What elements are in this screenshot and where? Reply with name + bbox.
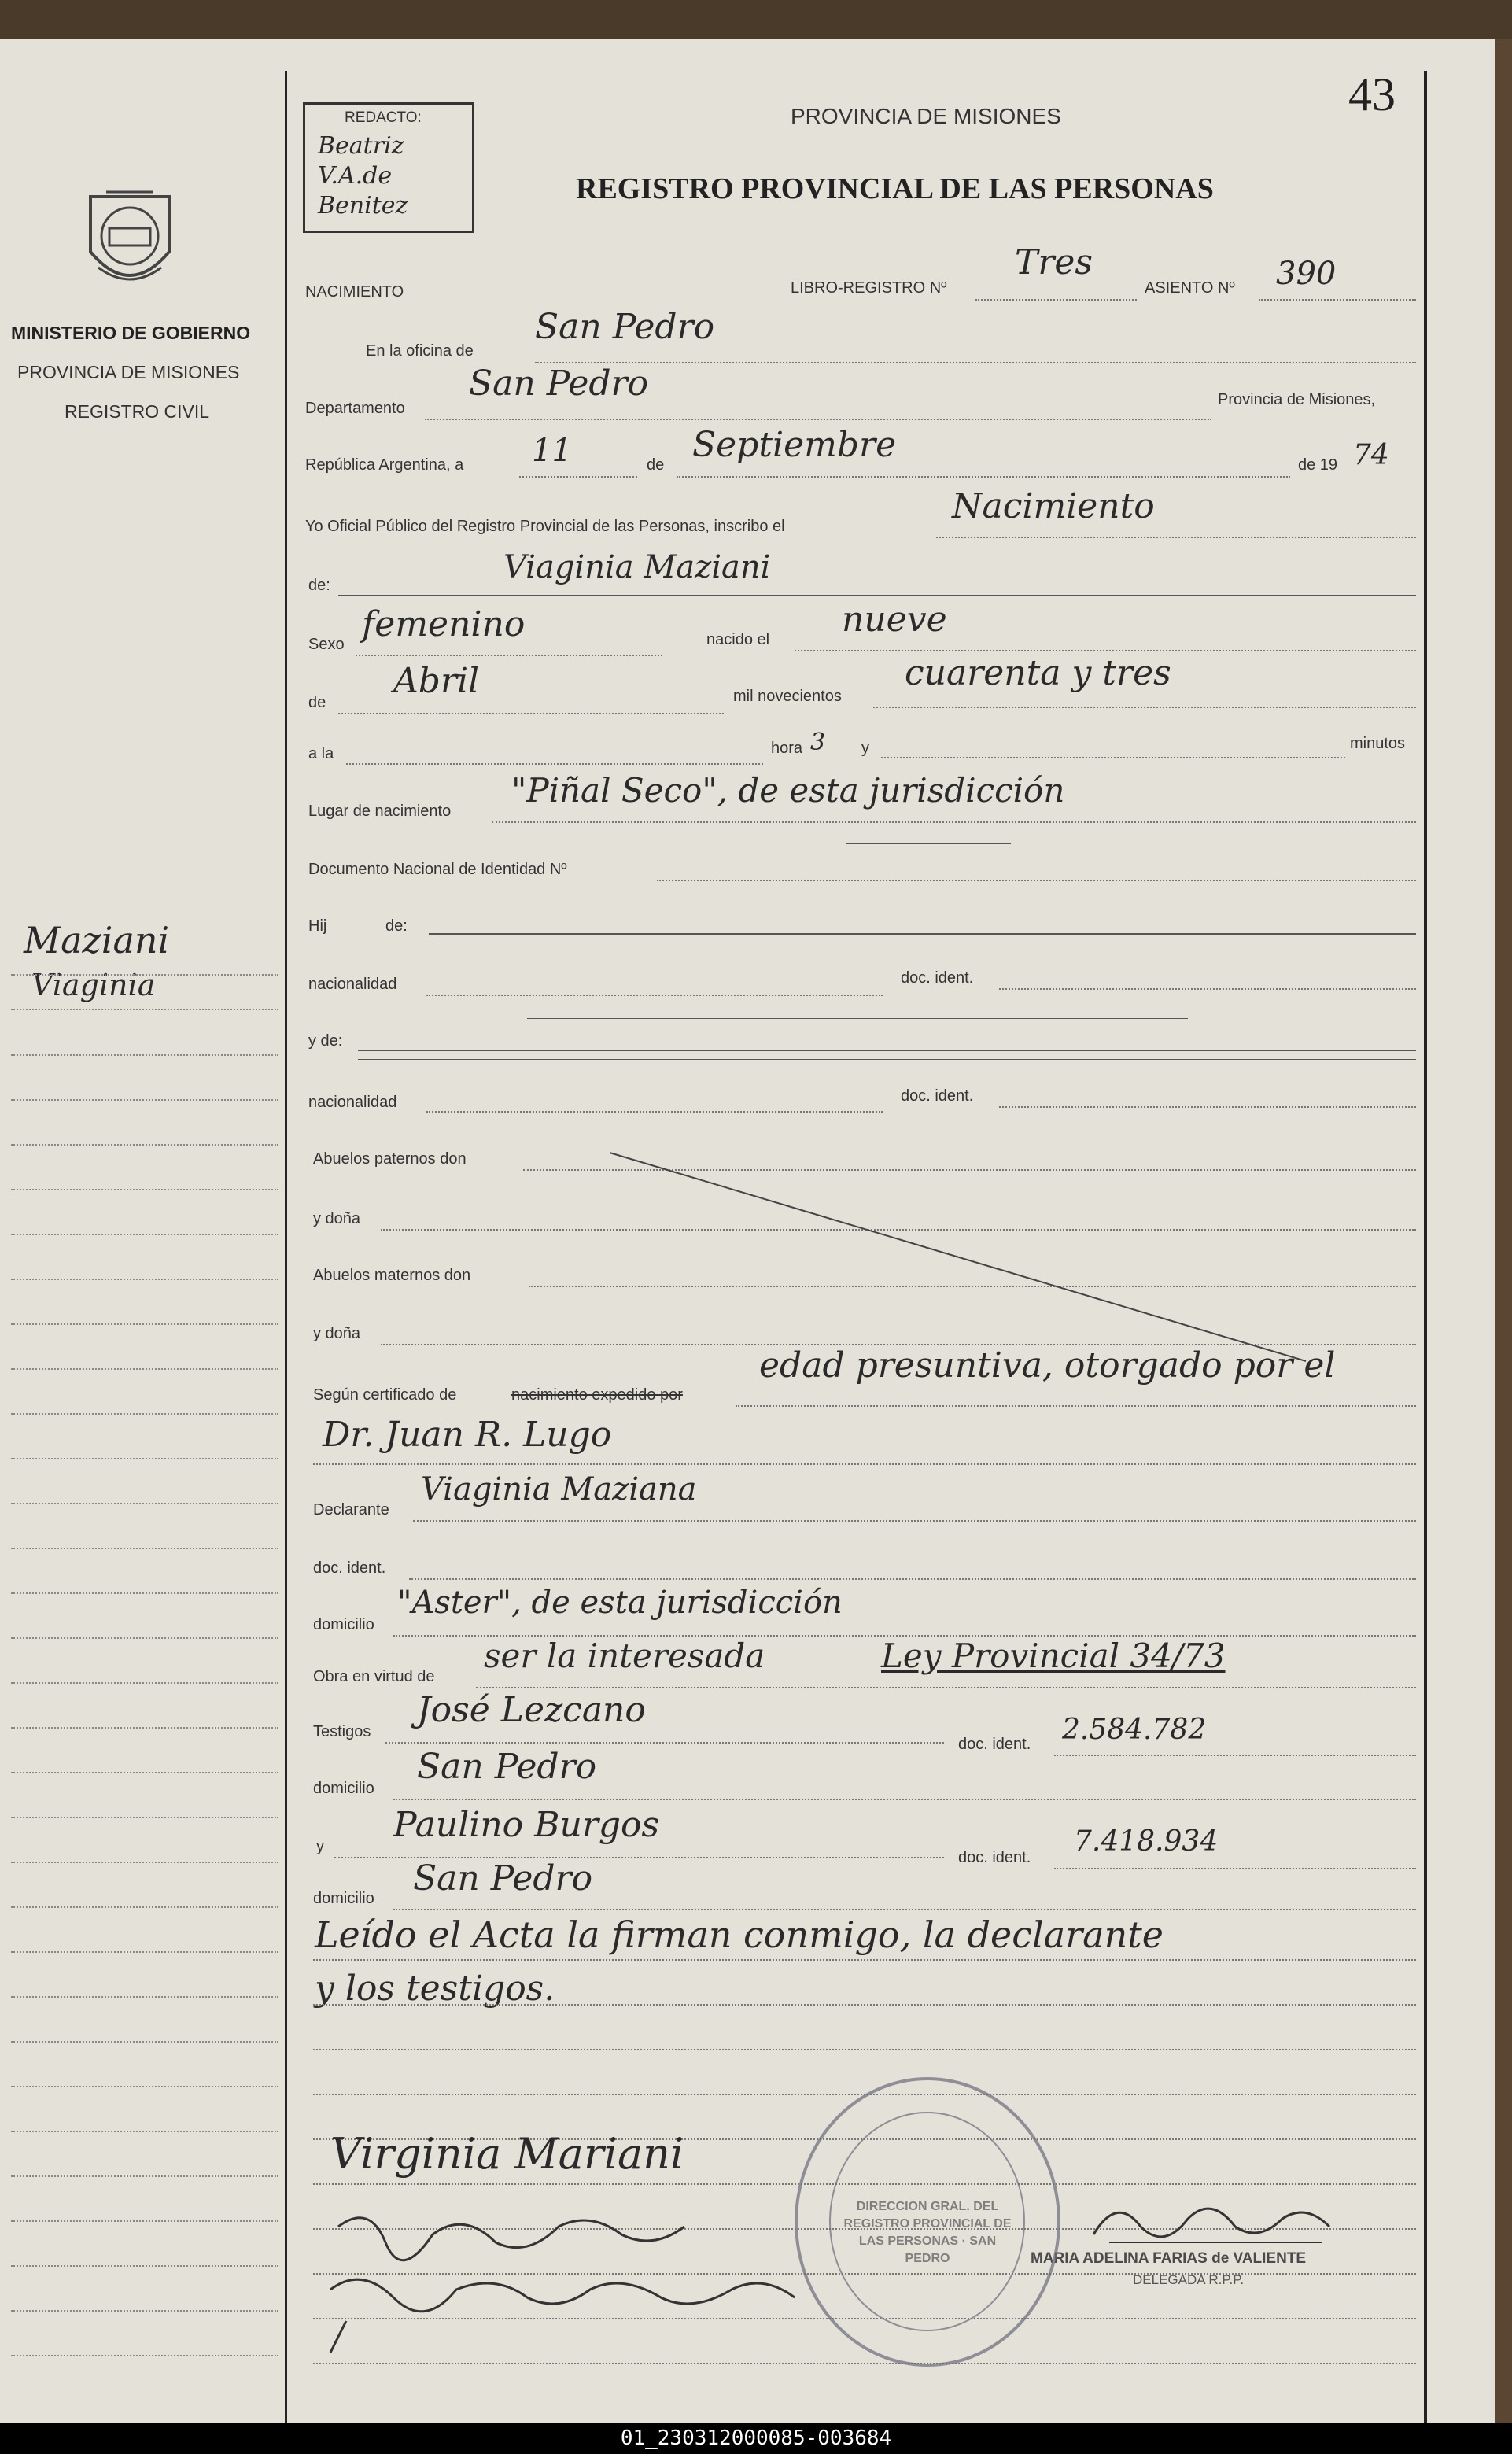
inscribe-value: Nacimiento	[952, 486, 1155, 526]
margin-note-surname: Maziani	[24, 919, 170, 961]
nacido-anio-dots	[873, 707, 1416, 708]
body-line	[313, 1959, 1416, 1961]
provincia-misiones-label: Provincia de Misiones,	[1218, 391, 1376, 408]
testigo1-doc-label: doc. ident.	[958, 1736, 1031, 1753]
declarante-label: Declarante	[313, 1501, 389, 1519]
libro-value: Tres	[1015, 242, 1093, 282]
margin-line	[11, 2086, 278, 2087]
doc-ident-1-label: doc. ident.	[901, 969, 974, 987]
margin-line	[11, 1099, 278, 1101]
nacido-label: nacido el	[706, 631, 770, 648]
minutos-label: minutos	[1350, 735, 1406, 752]
certificado-value-1: edad presuntiva, otorgado por el	[759, 1345, 1336, 1386]
nacionalidad-1-dots	[426, 995, 883, 996]
hora-value: 3	[810, 729, 826, 756]
hijo-de-label: de:	[385, 917, 408, 935]
y-testigo2-label: y	[316, 1838, 324, 1855]
margin-line	[11, 1951, 278, 1953]
coat-of-arms-emblem	[75, 181, 185, 299]
margin-line	[11, 1996, 278, 1998]
body-line	[313, 2004, 1416, 2006]
official-seal-stamp	[795, 2077, 1060, 2367]
left-margin-column	[0, 39, 283, 2423]
margin-line	[11, 1592, 278, 1594]
margin-line	[11, 1682, 278, 1684]
testigo2-value: Paulino Burgos	[393, 1805, 660, 1845]
nombre-rule	[338, 595, 1416, 596]
nacido-mes-dots	[338, 713, 724, 714]
ala-dots	[346, 763, 763, 765]
margin-line	[11, 1772, 278, 1773]
republica-label: República Argentina, a	[305, 456, 464, 474]
departamento-value: San Pedro	[469, 363, 649, 404]
redacto-label: REDACTO:	[345, 109, 422, 126]
ala-label: a la	[308, 745, 334, 762]
registry-page	[0, 39, 1495, 2423]
minutos-dots	[881, 757, 1345, 758]
decl-domicilio-value: "Aster", de esta jurisdicción	[397, 1585, 843, 1621]
yde-rule-2	[358, 1059, 1416, 1060]
sexo-value: femenino	[362, 604, 526, 644]
decl-domicilio-label: domicilio	[313, 1616, 374, 1633]
dni-dots	[657, 880, 1416, 881]
margin-line	[11, 1009, 278, 1010]
margin-line	[11, 1279, 278, 1280]
segun-label: Según certificado de	[313, 1386, 457, 1404]
doc-ident-2-dots	[999, 1106, 1416, 1108]
margin-line	[11, 2175, 278, 2177]
testigo2-doc-dots	[1054, 1868, 1416, 1869]
margin-line	[11, 2310, 278, 2312]
nacido-dia-value: nueve	[842, 600, 947, 640]
testigo1-doc-value: 2.584.782	[1062, 1714, 1207, 1746]
margin-line	[11, 1817, 278, 1818]
page-number: 43	[1348, 68, 1396, 120]
lugar-value: "Piñal Seco", de esta jurisdicción	[511, 771, 1065, 810]
asiento-label: ASIENTO Nº	[1145, 279, 1235, 297]
lugar-dots	[492, 821, 1416, 823]
margin-line	[11, 1323, 278, 1325]
margin-line	[11, 1413, 278, 1415]
nombre-value: Viaginia Maziani	[503, 549, 771, 585]
margin-line	[11, 1548, 278, 1549]
testigo1-dom-value: San Pedro	[417, 1747, 597, 1787]
right-border	[1424, 71, 1427, 2423]
margin-line	[11, 1906, 278, 1908]
anio-value: 74	[1353, 439, 1389, 471]
photo-background-top	[0, 0, 1512, 39]
decl-doc-ident-label: doc. ident.	[313, 1559, 386, 1577]
segun-dots	[736, 1405, 1416, 1407]
margin-divider	[285, 71, 287, 2423]
nacimiento-label: NACIMIENTO	[305, 283, 404, 301]
cancel-strike-line	[606, 1149, 1314, 1369]
margin-line	[11, 974, 278, 976]
header-registry: REGISTRO PROVINCIAL DE LAS PERSONAS	[576, 172, 1214, 205]
oficina-dots	[535, 362, 1416, 363]
nac1-line2	[527, 1018, 1188, 1019]
doc-ident-2-label: doc. ident.	[901, 1087, 974, 1105]
nacido-mes-value: Abril	[393, 661, 480, 701]
y-de-label: y de:	[308, 1032, 343, 1050]
mil-label: mil novecientos	[733, 688, 842, 705]
left-registro-civil: REGISTRO CIVIL	[65, 401, 210, 422]
leido-line-1: Leído el Acta la firman conmigo, la declarante	[315, 1913, 1164, 1956]
departamento-dots	[425, 419, 1211, 420]
official-name: MARIA ADELINA FARIAS de VALIENTE	[1031, 2250, 1307, 2267]
y-hora-label: y	[861, 740, 869, 757]
obra-value-2: Ley Provincial 34/73	[881, 1637, 1226, 1675]
body-line	[313, 2049, 1416, 2050]
de2-label: de	[308, 694, 326, 711]
dia-dots	[519, 476, 637, 478]
decl-doc-dots	[409, 1578, 1416, 1580]
asiento-value: 390	[1276, 256, 1337, 292]
abuelos-paternos-label: Abuelos paternos don	[313, 1150, 467, 1168]
de-label: de	[647, 456, 665, 474]
abuelos-maternos-label: Abuelos maternos don	[313, 1267, 471, 1284]
margin-line	[11, 1368, 278, 1370]
segun-dots-2	[313, 1463, 1416, 1465]
nacionalidad-1-label: nacionalidad	[308, 976, 397, 993]
redacto-name: Beatriz V.A.de Benitez	[318, 132, 408, 220]
margin-line	[11, 2265, 278, 2267]
signature-declarante: Virginia Mariani	[330, 2129, 684, 2179]
hora-label: hora	[771, 740, 803, 757]
de19-label: de 19	[1298, 456, 1338, 474]
hijo-label: Hij	[308, 917, 327, 935]
margin-line	[11, 2220, 278, 2222]
left-province: PROVINCIA DE MISIONES	[17, 362, 240, 382]
de-nombre-label: de:	[308, 577, 330, 594]
testigo2-doc-value: 7.418.934	[1074, 1825, 1219, 1858]
stamp-text: DIRECCION GRAL. DEL REGISTRO PROVINCIAL DE LAS PERSONAS · SAN PEDRO	[843, 2200, 1012, 2265]
testigo1-doc-dots	[1054, 1755, 1416, 1756]
hijo-rule	[429, 933, 1416, 935]
leido-line-2: y los testigos.	[315, 1969, 555, 2009]
libro-dots	[975, 299, 1137, 301]
oficina-value: San Pedro	[535, 307, 715, 347]
asiento-dots	[1259, 299, 1416, 301]
departamento-label: Departamento	[305, 400, 405, 417]
redacto-box	[303, 102, 474, 233]
testigo2-doc-label: doc. ident.	[958, 1849, 1031, 1866]
oficina-label: En la oficina de	[366, 342, 474, 360]
image-filename-caption: 01_230312000085-003684	[0, 2423, 1512, 2454]
signature-official-scribble	[1086, 2179, 1337, 2258]
doc-ident-1-dots	[999, 988, 1416, 990]
margin-line	[11, 1503, 278, 1504]
nacionalidad-2-dots	[426, 1111, 883, 1113]
nacido-anio-value: cuarenta y tres	[905, 653, 1171, 693]
testigo1-domicilio-label: domicilio	[313, 1780, 374, 1797]
obra-label: Obra en virtud de	[313, 1668, 435, 1685]
margin-line	[11, 2355, 278, 2356]
dni-label: Documento Nacional de Identidad Nº	[308, 861, 567, 878]
segun-struck-label: nacimiento expedido por	[511, 1386, 683, 1404]
margin-line	[11, 1189, 278, 1190]
mes-value: Septiembre	[692, 425, 897, 465]
margin-line	[11, 1727, 278, 1729]
yde-rule	[358, 1050, 1416, 1051]
nacido-dots	[795, 650, 1416, 651]
margin-line	[11, 1234, 278, 1235]
margin-line	[11, 1144, 278, 1146]
testigos-label: Testigos	[313, 1723, 371, 1740]
testigo2-dom-value: San Pedro	[413, 1858, 593, 1899]
testigo1-dom-dots	[393, 1799, 1416, 1800]
declarante-value: Viaginia Maziana	[421, 1471, 697, 1507]
margin-line	[11, 1054, 278, 1056]
official-role: DELEGADA R.P.P.	[1133, 2272, 1245, 2287]
libro-label: LIBRO-REGISTRO Nº	[791, 279, 947, 297]
y-dona-1-label: y doña	[313, 1210, 361, 1227]
ministry-title: MINISTERIO DE GOBIERNO	[11, 323, 251, 343]
mes-dots	[677, 476, 1290, 478]
margin-line	[11, 1458, 278, 1459]
obra-dots	[476, 1687, 1416, 1688]
testigo2-dom-dots	[393, 1909, 1416, 1910]
y-dona-2-label: y doña	[313, 1325, 361, 1342]
testigo1-value: José Lezcano	[417, 1690, 646, 1730]
margin-line	[11, 2131, 278, 2132]
body-line	[313, 2363, 1416, 2364]
sexo-dots	[356, 655, 662, 656]
declarante-dots	[413, 1520, 1416, 1522]
lugar-label: Lugar de nacimiento	[308, 803, 452, 820]
sexo-label: Sexo	[308, 636, 345, 653]
margin-note-name: Viaginia	[31, 968, 156, 1002]
certificado-value-2: Dr. Juan R. Lugo	[323, 1415, 612, 1455]
margin-line	[11, 1637, 278, 1639]
nacionalidad-2-label: nacionalidad	[308, 1094, 397, 1111]
inscribe-dots	[936, 537, 1416, 538]
dia-value: 11	[532, 433, 572, 469]
obra-value-1: ser la interesada	[484, 1637, 765, 1675]
header-province: PROVINCIA DE MISIONES	[791, 104, 1061, 128]
signature-witness-scribble	[323, 2195, 810, 2353]
testigo2-domicilio-label: domicilio	[313, 1890, 374, 1907]
margin-line	[11, 2041, 278, 2043]
lugar-underline	[846, 843, 1011, 844]
margin-line	[11, 1862, 278, 1863]
yo-oficial-label: Yo Oficial Público del Registro Provincial de las Personas, inscribo el	[305, 518, 785, 535]
testigo1-dots	[385, 1742, 944, 1744]
